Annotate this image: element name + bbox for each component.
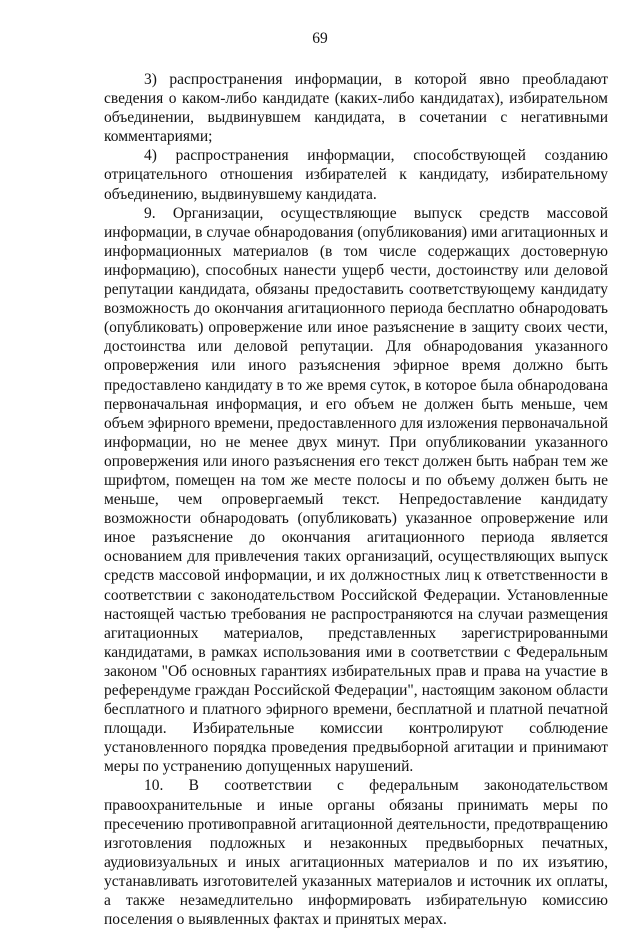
paragraph-part-9: 9. Организации, осуществляющие выпуск средств массовой информации, в случае обнародования (опубликования) ими агитационных и информационных материалов (в том числе содержащих достоверную информацию), способных нанести ущерб чести, достоинству или деловой репутации кандидата, обязаны предоставить соответствующему кандидату возможность до окончания агитационного периода бесплатно обнародовать (опубликовать) опровержение или иное разъяснение в защиту своих чести, достоинства или деловой репутации. Для обнародования указанного опровержения или иного разъяснения эфирное время должно быть предоставлено кандидату в то же время суток, в которое была обнародована первоначальная информация, и его объем не должен быть меньше, чем объем эфирного времени, предоставленного для изложения первоначальной информации, но не менее двух минут. При опубликовании указанного опровержения или иного разъяснения его текст должен быть набран тем же шрифтом, помещен на том же месте полосы и по объему должен быть не меньше, чем опровергаемый текст. Непредоставление кандидату возможности обнародовать (опубликовать) указанное опровержение или иное разъяснение до окончания агитационного периода является основанием для привлечения таких организаций, осуществляющих выпуск средств массовой информации, и их должностных лиц к ответственности в соответствии с законодательством Российской Федерации. Установленные настоящей частью требования не распространяются на случаи размещения агитационных материалов, представленных зарегистрированными кандидатами, в рамках использования ими в соответствии с Федеральным законом "Об основных гарантиях избирательных прав и права на участие в референдуме граждан Российской Федерации", настоящим законом области бесплатного и платного эфирного времени, бесплатной и платной печатной площади. Избирательные комиссии контролируют соблюдение установленного порядка проведения предвыборной агитации и принимают меры по устранению допущенных нарушений.	[104, 204, 608, 776]
page-number: 69	[312, 30, 328, 47]
paragraph-item-3: 3) распространения информации, в которой явно преобладают сведения о каком-либо кандидате (каких-либо кандидатах), избирательном объединении, выдвинувшем кандидата, в сочетании с негативными комментариями;	[104, 71, 608, 146]
paragraph-item-4: 4) распространения информации, способствующей созданию отрицательного отношения избирателей к кандидату, избирательному объединению, выдвинувшему кандидата.	[104, 147, 608, 203]
document-body	[104, 70, 608, 929]
paragraph-part-10: 10. В соответствии с федеральным законодательством правоохранительные и иные органы обязаны принимать меры по пресечению противоправной агитационной деятельности, предотвращению изготовления подложных и незаконных предвыборных печатных, аудиовизуальных и иных агитационных материалов и по их изъятию, устанавливать изготовителей указанных материалов и источник их оплаты, а также незамедлительно информировать избирательную комиссию поселения о выявленных фактах и принятых мерах.	[104, 777, 608, 929]
